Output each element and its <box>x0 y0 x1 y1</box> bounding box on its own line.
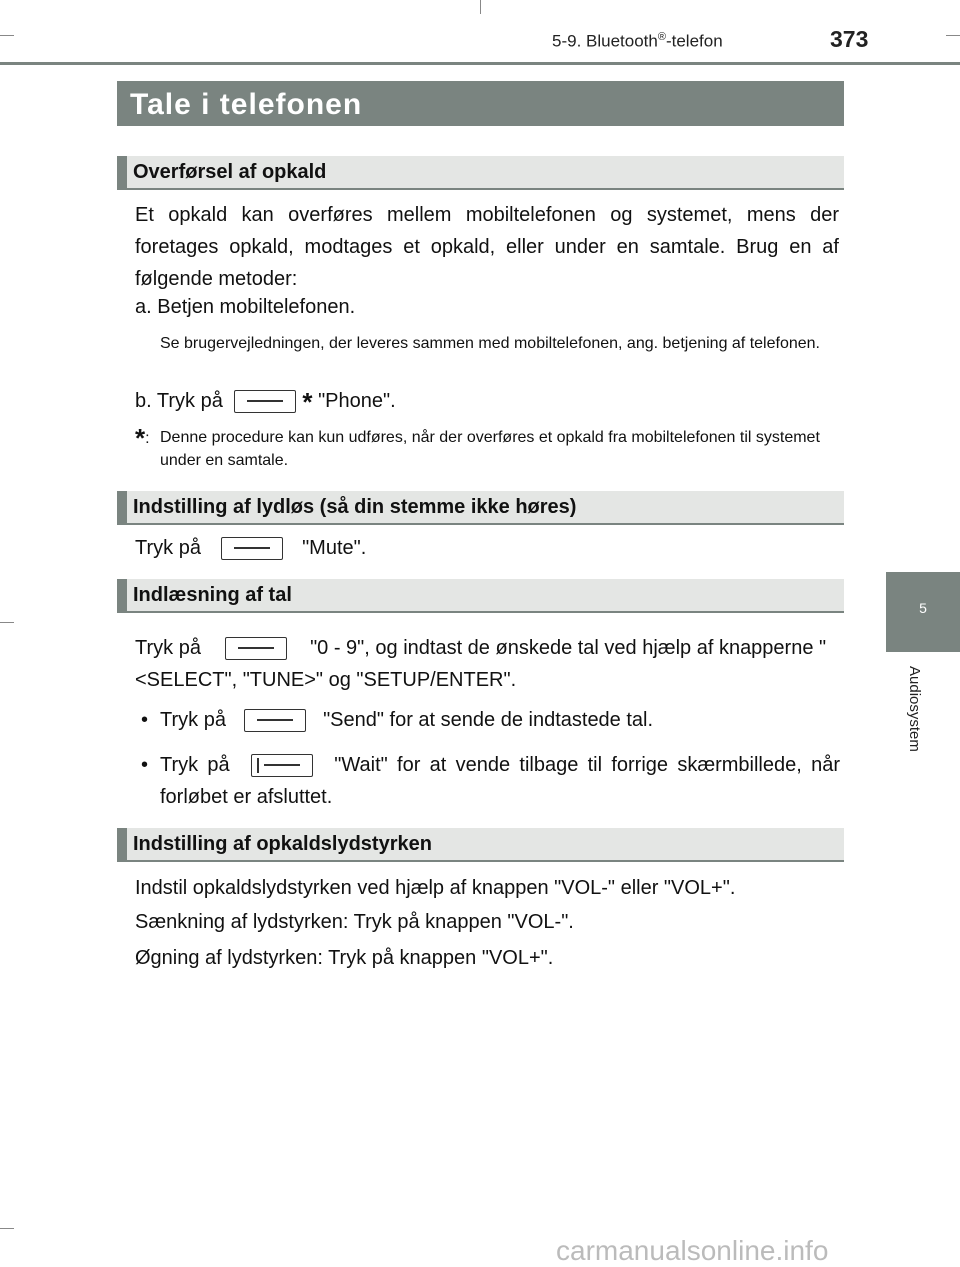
page-title: Tale i telefonen <box>130 88 363 121</box>
crop-mark <box>0 622 14 623</box>
crop-mark <box>480 0 481 14</box>
send-instruction <box>160 704 653 736</box>
page-number: 373 <box>830 26 869 52</box>
send-prefix: Tryk på <box>160 709 226 731</box>
mute-instruction <box>135 532 366 564</box>
footnote-asterisk: * <box>135 423 146 453</box>
crop-mark <box>0 35 14 36</box>
volume-line-1: Indstil opkaldslydstyrken ved hjælp af knappen "VOL-" eller "VOL+". <box>135 877 736 899</box>
footnote-text: Denne procedure kan kun udføres, når der overføres et opkald fra mobiltelefonen til systemet under en samtale. <box>160 429 820 469</box>
wait-prefix: Tryk på <box>160 754 230 776</box>
footnote-marker <box>135 423 150 453</box>
section-prefix: 5-9. Bluetooth <box>552 31 658 51</box>
chapter-number: 5 <box>919 600 927 616</box>
digits-prefix: Tryk på <box>135 637 201 659</box>
bullet-mark: • <box>141 709 149 731</box>
digits-instruction <box>135 632 839 696</box>
mute-prefix: Tryk på <box>135 537 201 559</box>
option-b <box>135 382 396 417</box>
volume-line-2: Sænkning af lydstyrken: Tryk på knappen "VOL-". <box>135 911 574 933</box>
section-suffix: -telefon <box>665 31 723 51</box>
section-heading-mute <box>117 491 844 525</box>
wait-instruction <box>160 749 840 813</box>
section-heading-label: Indlæsning af tal <box>133 584 292 606</box>
send-suffix: "Send" for at sende de indtastede tal. <box>323 709 654 731</box>
mute-suffix: "Mute". <box>302 537 367 559</box>
section-heading-label: Overførsel af opkald <box>133 161 327 183</box>
bullet-mark: • <box>141 754 149 776</box>
digits-button-icon <box>225 637 287 660</box>
registered-mark: ® <box>657 31 666 43</box>
option-b-prefix: b. Tryk på <box>135 390 223 412</box>
volume-line-3: Øgning af lydstyrken: Tryk på knappen "VOL+". <box>135 947 554 969</box>
section-heading-label: Indstilling af lydløs (så din stemme ikke høres) <box>133 496 577 518</box>
chapter-label-wrap <box>906 666 936 786</box>
section-heading-label: Indstilling af opkaldslydstyrken <box>133 833 432 855</box>
section-heading-volume <box>117 828 844 862</box>
watermark: carmanualsonline.info <box>556 1235 829 1266</box>
asterisk: * <box>302 387 313 417</box>
crop-mark <box>0 1228 14 1229</box>
running-header <box>552 31 723 52</box>
section-heading-digits <box>117 579 844 613</box>
chapter-label: Audiosystem <box>906 666 923 752</box>
crop-mark <box>946 35 960 36</box>
wait-suffix: "Wait" for at vende tilbage til forrige skærmbillede, når forløbet er afsluttet. <box>160 754 840 808</box>
header-rule <box>0 62 960 65</box>
option-a-note: Se brugervejledningen, der leveres sammen med mobiltelefonen, ang. betjening af telefonen. <box>160 335 820 352</box>
transfer-intro: Et opkald kan overføres mellem mobiltelefonen og systemet, mens der foretages opkald, modtages et opkald, eller under en samtale. Brug en af følgende metoder: <box>135 204 839 290</box>
footnote-colon: : <box>145 430 150 447</box>
page-title-band <box>117 81 844 126</box>
option-a: a. Betjen mobiltelefonen. <box>135 296 356 318</box>
option-b-suffix: "Phone". <box>318 390 396 412</box>
section-heading-transfer <box>117 156 844 190</box>
send-button-icon <box>244 709 306 732</box>
digits-suffix: "0 - 9", og indtast de ønskede tal ved hjælp af knapperne "<SELECT", "TUNE>" og "SETUP/ENTER". <box>135 637 827 691</box>
wait-button-icon <box>251 754 313 777</box>
mute-button-icon <box>221 537 283 560</box>
transfer-button-icon <box>234 390 296 413</box>
